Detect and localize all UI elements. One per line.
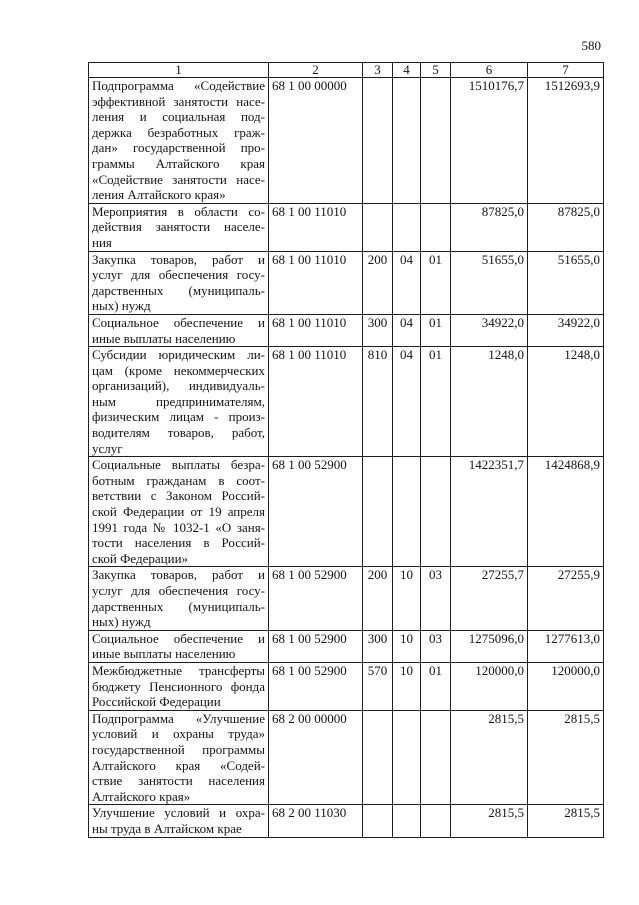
col4-cell: 04 bbox=[393, 251, 421, 314]
col4-cell: 04 bbox=[393, 314, 421, 346]
description-line: государственной программы bbox=[92, 741, 265, 757]
description-line: Подпрограмма «Содействие bbox=[92, 78, 265, 93]
description-line: тости населения в Россий- bbox=[92, 535, 265, 551]
code-cell: 68 1 00 11010 bbox=[269, 347, 363, 457]
table-row bbox=[89, 251, 604, 314]
code-cell: 68 2 00 00000 bbox=[269, 710, 363, 805]
col6-amount-cell: 120000,0 bbox=[451, 662, 528, 710]
col4-cell: 04 bbox=[393, 347, 421, 457]
table-row bbox=[89, 314, 604, 346]
description-line: ской Федерации от 19 апреля bbox=[92, 504, 265, 520]
description-cell bbox=[89, 457, 269, 567]
description-line: условий и охраны труда» bbox=[92, 726, 265, 742]
col6-amount-cell: 2815,5 bbox=[451, 710, 528, 805]
description-line: услуг для обеспечения госу- bbox=[92, 267, 265, 283]
code-cell: 68 1 00 52900 bbox=[269, 457, 363, 567]
description-line: иные выплаты населению bbox=[92, 330, 236, 346]
description-line: Алтайского края «Содей- bbox=[92, 757, 265, 773]
col3-cell: 200 bbox=[363, 251, 393, 314]
description-line: эффективной занятости насе- bbox=[92, 93, 265, 109]
col7-amount-cell: 27255,9 bbox=[528, 567, 604, 630]
description-line: Субсидии юридическим ли- bbox=[92, 347, 265, 363]
description-cell bbox=[89, 347, 269, 457]
col5-cell: 03 bbox=[421, 630, 451, 662]
col3-cell bbox=[363, 710, 393, 805]
description-cell bbox=[89, 710, 269, 805]
description-line: Российской Федерации bbox=[92, 694, 221, 710]
table-header bbox=[89, 63, 604, 78]
col6-amount-cell: 51655,0 bbox=[451, 251, 528, 314]
col7-amount-cell: 120000,0 bbox=[528, 662, 604, 710]
col5-cell: 01 bbox=[421, 347, 451, 457]
code-cell: 68 1 00 52900 bbox=[269, 567, 363, 630]
description-line: цам (кроме некоммерческих bbox=[92, 362, 265, 378]
code-cell: 68 1 00 00000 bbox=[269, 78, 363, 204]
col3-cell bbox=[363, 78, 393, 204]
table-row bbox=[89, 347, 604, 457]
description-cell bbox=[89, 630, 269, 662]
table-row bbox=[89, 78, 604, 204]
code-cell: 68 1 00 11010 bbox=[269, 251, 363, 314]
code-cell: 68 1 00 11010 bbox=[269, 203, 363, 251]
header-col-3: 3 bbox=[363, 63, 393, 78]
description-line: ны труда в Алтайском крае bbox=[92, 820, 242, 836]
description-line: Подпрограмма «Улучшение bbox=[92, 710, 265, 726]
col7-amount-cell: 2815,5 bbox=[528, 710, 604, 805]
description-line: бюджету Пенсионного фонда bbox=[92, 678, 265, 694]
header-col-6: 6 bbox=[451, 63, 528, 78]
header-col-5: 5 bbox=[421, 63, 451, 78]
description-cell bbox=[89, 805, 269, 837]
description-line: держка безработных граж- bbox=[92, 124, 265, 140]
description-line: водителям товаров, работ, bbox=[92, 425, 265, 441]
description-line: действия занятости населе- bbox=[92, 219, 265, 235]
code-cell: 68 2 00 11030 bbox=[269, 805, 363, 837]
col5-cell: 01 bbox=[421, 314, 451, 346]
col6-amount-cell: 34922,0 bbox=[451, 314, 528, 346]
col5-cell bbox=[421, 78, 451, 204]
description-line: физическим лицам - произ- bbox=[92, 409, 265, 425]
col7-amount-cell: 1248,0 bbox=[528, 347, 604, 457]
col7-amount-cell: 2815,5 bbox=[528, 805, 604, 837]
col3-cell: 570 bbox=[363, 662, 393, 710]
description-line: Межбюджетные трансферты bbox=[92, 662, 265, 678]
description-line: дан» государственной про- bbox=[92, 140, 265, 156]
col7-amount-cell: 1512693,9 bbox=[528, 78, 604, 204]
description-cell bbox=[89, 567, 269, 630]
col5-cell bbox=[421, 457, 451, 567]
col3-cell: 300 bbox=[363, 314, 393, 346]
description-line: дарственных (муниципаль- bbox=[92, 598, 265, 614]
col3-cell bbox=[363, 457, 393, 567]
description-line: Социальное обеспечение и bbox=[92, 314, 265, 330]
table-row bbox=[89, 805, 604, 837]
description-line: ствие занятости населения bbox=[92, 773, 265, 789]
col6-amount-cell: 1510176,7 bbox=[451, 78, 528, 204]
col5-cell: 01 bbox=[421, 251, 451, 314]
description-line: ных) нужд bbox=[92, 298, 151, 314]
budget-table bbox=[88, 62, 604, 838]
code-cell: 68 1 00 52900 bbox=[269, 630, 363, 662]
col7-amount-cell: 87825,0 bbox=[528, 203, 604, 251]
col4-cell: 10 bbox=[393, 567, 421, 630]
header-col-2: 2 bbox=[269, 63, 363, 78]
col6-amount-cell: 87825,0 bbox=[451, 203, 528, 251]
description-line: ской Федерации» bbox=[92, 550, 189, 566]
description-line: Закупка товаров, работ и bbox=[92, 567, 265, 583]
col6-amount-cell: 1248,0 bbox=[451, 347, 528, 457]
description-line: организаций), индивидуаль- bbox=[92, 378, 265, 394]
description-line: ным предпринимателям, bbox=[92, 393, 265, 409]
col3-cell: 810 bbox=[363, 347, 393, 457]
description-line: ния bbox=[92, 234, 112, 250]
description-cell bbox=[89, 78, 269, 204]
col4-cell bbox=[393, 203, 421, 251]
description-cell bbox=[89, 203, 269, 251]
col3-cell: 200 bbox=[363, 567, 393, 630]
col4-cell bbox=[393, 78, 421, 204]
description-line: Социальные выплаты безра- bbox=[92, 457, 265, 473]
description-line: Социальное обеспечение и bbox=[92, 630, 265, 646]
header-col-1: 1 bbox=[89, 63, 269, 78]
col5-cell: 01 bbox=[421, 662, 451, 710]
code-cell: 68 1 00 52900 bbox=[269, 662, 363, 710]
description-line: ных) нужд bbox=[92, 614, 151, 630]
col4-cell bbox=[393, 710, 421, 805]
description-line: ления и социальная под- bbox=[92, 109, 265, 125]
header-col-7: 7 bbox=[528, 63, 604, 78]
col5-cell bbox=[421, 203, 451, 251]
description-line: услуг bbox=[92, 440, 123, 456]
description-line: иные выплаты населению bbox=[92, 646, 236, 662]
col5-cell: 03 bbox=[421, 567, 451, 630]
description-line: Закупка товаров, работ и bbox=[92, 251, 265, 267]
col7-amount-cell: 1424868,9 bbox=[528, 457, 604, 567]
header-row bbox=[89, 63, 604, 78]
header-col-4: 4 bbox=[393, 63, 421, 78]
table-row bbox=[89, 567, 604, 630]
code-cell: 68 1 00 11010 bbox=[269, 314, 363, 346]
table-row bbox=[89, 630, 604, 662]
col3-cell bbox=[363, 805, 393, 837]
description-cell bbox=[89, 314, 269, 346]
table-row bbox=[89, 457, 604, 567]
description-line: «Содействие занятости насе- bbox=[92, 171, 265, 187]
description-cell bbox=[89, 662, 269, 710]
description-line: ботным гражданам в соот- bbox=[92, 472, 265, 488]
page-number: 580 bbox=[581, 38, 601, 53]
col6-amount-cell: 2815,5 bbox=[451, 805, 528, 837]
col6-amount-cell: 1422351,7 bbox=[451, 457, 528, 567]
description-line: дарственных (муниципаль- bbox=[92, 282, 265, 298]
col4-cell: 10 bbox=[393, 630, 421, 662]
table-row bbox=[89, 710, 604, 805]
col5-cell bbox=[421, 805, 451, 837]
col6-amount-cell: 27255,7 bbox=[451, 567, 528, 630]
col7-amount-cell: 34922,0 bbox=[528, 314, 604, 346]
description-cell bbox=[89, 251, 269, 314]
col3-cell bbox=[363, 203, 393, 251]
description-line: граммы Алтайского края bbox=[92, 155, 265, 171]
col6-amount-cell: 1275096,0 bbox=[451, 630, 528, 662]
description-line: 1991 года № 1032-1 «О заня- bbox=[92, 519, 265, 535]
table-body bbox=[89, 78, 604, 838]
col5-cell bbox=[421, 710, 451, 805]
col7-amount-cell: 51655,0 bbox=[528, 251, 604, 314]
description-line: Мероприятия в области со- bbox=[92, 203, 265, 219]
col7-amount-cell: 1277613,0 bbox=[528, 630, 604, 662]
description-line: Улучшение условий и охра- bbox=[92, 805, 265, 821]
col4-cell: 10 bbox=[393, 662, 421, 710]
col3-cell: 300 bbox=[363, 630, 393, 662]
description-line: услуг для обеспечения госу- bbox=[92, 583, 265, 598]
table-row bbox=[89, 662, 604, 710]
col4-cell bbox=[393, 457, 421, 567]
description-line: ления Алтайского края» bbox=[92, 187, 226, 203]
table-row bbox=[89, 203, 604, 251]
description-line: Алтайского края» bbox=[92, 788, 191, 804]
col4-cell bbox=[393, 805, 421, 837]
description-line: ветствии с Законом Россий- bbox=[92, 488, 265, 504]
